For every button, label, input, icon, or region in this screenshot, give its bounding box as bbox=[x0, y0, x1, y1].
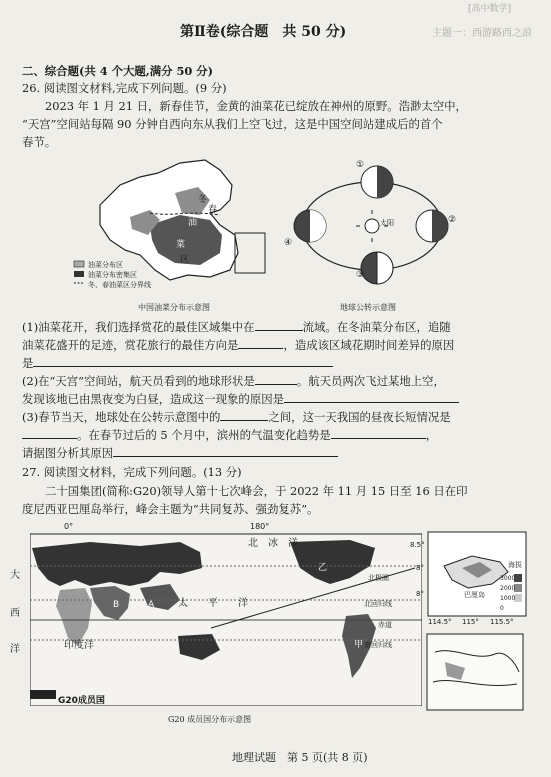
tropic-south-label: 南回归线 bbox=[364, 641, 392, 649]
tropic-north-label: 北回归线 bbox=[364, 600, 392, 608]
atlantic-1: 大 bbox=[10, 570, 20, 581]
region-A: A bbox=[148, 600, 155, 610]
inset-elev-label: 海拔 bbox=[508, 561, 522, 569]
faint-heading: 主题一：西游路西之浪 bbox=[432, 28, 532, 39]
q26-3-line3: 请据图分析其原因 bbox=[22, 445, 338, 461]
map-label-cai: 菜 bbox=[176, 240, 186, 250]
answer-blank[interactable] bbox=[331, 427, 426, 439]
equator-label: 赤道 bbox=[378, 621, 392, 629]
answer-blank[interactable] bbox=[113, 445, 338, 457]
answer-blank[interactable] bbox=[238, 337, 283, 349]
q26-2-line1: (2)在“天宫”空间站，航天员看到的地球形状是 。航天员两次飞过某地上空， bbox=[22, 374, 445, 388]
answer-blank[interactable] bbox=[22, 427, 77, 439]
legend-boundary-label: 冬、春油菜区分界线 bbox=[88, 281, 151, 289]
region-B: B bbox=[113, 600, 120, 610]
lon-0: 0° bbox=[64, 522, 74, 531]
q27-passage-line1: 二十国集团(简称:G20)领导人第十七次峰会，于 2022 年 11 月 15 日至 16 日在印 bbox=[45, 484, 468, 498]
indian-ocean: 印度洋 bbox=[64, 640, 94, 651]
g20-map-caption: G20 成员国分布示意图 bbox=[168, 715, 252, 724]
inset-lon-1: 114.5° bbox=[428, 618, 452, 626]
q26-stem: 26. 阅读图文材料,完成下列问题。(9 分) bbox=[22, 81, 227, 95]
q27-passage-line2: 度尼西亚巴厘岛举行，峰会主题为“共同复苏、强劲复苏”。 bbox=[22, 502, 319, 516]
answer-blank[interactable] bbox=[220, 409, 268, 421]
inset-bali-label: 巴厘岛 bbox=[464, 591, 485, 599]
q26-passage-line1: 2023 年 1 月 21 日，新春佳节，金黄的油菜花已绽放在神州的原野。浩渺太空中， bbox=[45, 99, 467, 113]
legend-swatch-dense bbox=[74, 271, 84, 277]
g20-legend-label: G20成员国 bbox=[58, 696, 105, 706]
south-sea-inset bbox=[235, 233, 265, 273]
q26-passage-line3: 春节。 bbox=[22, 135, 57, 149]
earth-orbit-diagram bbox=[282, 160, 452, 290]
q26-1-line3: 是 bbox=[22, 355, 333, 371]
sun-label: 太阳 bbox=[380, 219, 394, 227]
inset-lat-1: 8.5° bbox=[410, 541, 425, 549]
arctic-circle-label: 北极圈 bbox=[368, 574, 389, 582]
q26-3-line2: 。在春节过后的 5 个月中，滨州的气温变化趋势是 ， bbox=[22, 427, 437, 443]
orbit-label-1: ① bbox=[356, 160, 365, 170]
g20-world-map bbox=[30, 528, 422, 706]
map-label-you: 油 bbox=[188, 218, 198, 228]
answer-blank[interactable] bbox=[255, 373, 297, 385]
inset-lon-3: 115.5° bbox=[490, 618, 514, 626]
atlantic-3: 洋 bbox=[10, 644, 20, 655]
part-title: 第Ⅱ卷(综合题 共 50 分) bbox=[180, 24, 347, 40]
map-label-qu: 区 bbox=[180, 255, 190, 265]
legend-dense-label: 油菜分布密集区 bbox=[88, 271, 137, 279]
orbit-label-2: ② bbox=[448, 215, 457, 225]
section-heading: 二、综合题(共 4 个大题,满分 50 分) bbox=[22, 64, 214, 78]
orbit-label-4: ④ bbox=[284, 238, 293, 248]
region-jia: 甲 bbox=[354, 640, 364, 650]
exam-page: [高中数学] 主题一：西游路西之浪 第Ⅱ卷(综合题 共 50 分) 二、综合题(共 4 个大题,满分 50 分) 26. 阅读图文材料,完成下列问题。(9 分) 2023 年 1 月 21 日，新春佳节，金黄的油菜花已绽放在神州的原野。浩渺太空中， “天宫”空间站每隔 90 分钟自西向东从我们上空飞过，这是中国空间站建成后的首个 春节。 油菜分布区 油菜分布密集区 冬、春油菜区分界线 冬 春 油 菜 区 中国油菜分布示意图 ① ② ③ ④ 太阳 地球公转示意图 (1)油菜花开，我们选择赏花的最佳区域集中在 流域。在冬油菜分布区，追随 油菜花盛开的足迹，赏花旅行的最佳方向是 ，造成该区域花期时间差异的原因 是 (2)在“天宫”空间站，航天员看到的地球形状是 。航天员两次飞过某地上空， 发现该地已由黑夜变为白昼，造成这一现象的原因是 (3)春节当天，地球处在公转示意图中的 之间，这一天我国的昼夜长短情况是 。在春节过后的 5 个月中，滨州的气温变化趋势是 ， 请据图分析其原因 27. 阅读图文材料，完成下列问题。(13 分) 二十国集团(简称:G20)领导人第十七次峰会，于 2022 年 11 月 15 日至 16 日在印 度尼西亚巴厘岛举行，峰会主题为“共同复苏、强劲复苏”。 0° 180° 北 冰 洋 太 平 洋 印度洋 大 西 洋 B A 乙 甲 北极圈 北回归线 赤道 南回归线 G20成员国 G20 成员国分布示意图 巴厘岛 海拔 3000 2000 1000 0 8.5° 8° 8° 114.5° 115° 115.5° 地理试题 第 5 页(共 8 页) bbox=[0, 0, 551, 777]
q27-stem: 27. 阅读图文材料，完成下列问题。(13 分) bbox=[22, 465, 242, 479]
map-label-chun: 春 bbox=[208, 205, 218, 215]
q26-2-line2: 发现该地已由黑夜变为白昼，造成这一现象的原因是 bbox=[22, 391, 459, 407]
answer-blank[interactable] bbox=[255, 319, 303, 331]
orbit-caption: 地球公转示意图 bbox=[340, 303, 396, 312]
q26-1-line1: (1)油菜花开，我们选择赏花的最佳区域集中在 流域。在冬油菜分布区，追随 bbox=[22, 320, 451, 334]
q26-1-line2: 油菜花盛开的足迹，赏花旅行的最佳方向是 ，造成该区域花期时间差异的原因 bbox=[22, 338, 455, 352]
pacific-ocean: 太 平 洋 bbox=[178, 598, 248, 609]
q26-3-line1: (3)春节当天，地球处在公转示意图中的 之间，这一天我国的昼夜长短情况是 bbox=[22, 410, 451, 424]
answer-blank[interactable] bbox=[284, 391, 459, 403]
g20-legend-swatch bbox=[30, 690, 56, 699]
inset-lat-2: 8° bbox=[416, 564, 424, 572]
orbit-label-3: ③ bbox=[356, 270, 365, 280]
atlantic-2: 西 bbox=[10, 608, 20, 619]
inset-lat-3: 8° bbox=[416, 590, 424, 598]
faint-tag: [高中数学] bbox=[468, 4, 512, 14]
inset-lon-2: 115° bbox=[462, 618, 479, 626]
q26-passage-line2: “天宫”空间站每隔 90 分钟自西向东从我们上空飞过，这是中国空间站建成后的首个 bbox=[22, 117, 443, 131]
china-map-caption: 中国油菜分布示意图 bbox=[138, 303, 210, 312]
plate-inset-map bbox=[425, 632, 525, 712]
answer-blank[interactable] bbox=[33, 355, 333, 367]
map-label-dong: 冬 bbox=[198, 195, 208, 205]
sun bbox=[365, 219, 379, 233]
arctic-ocean: 北 冰 洋 bbox=[248, 538, 298, 549]
legend-area-label: 油菜分布区 bbox=[88, 261, 123, 269]
region-yi: 乙 bbox=[318, 563, 328, 573]
page-footer: 地理试题 第 5 页(共 8 页) bbox=[232, 751, 368, 764]
lon-180: 180° bbox=[250, 522, 270, 531]
legend-swatch-area bbox=[74, 261, 84, 267]
